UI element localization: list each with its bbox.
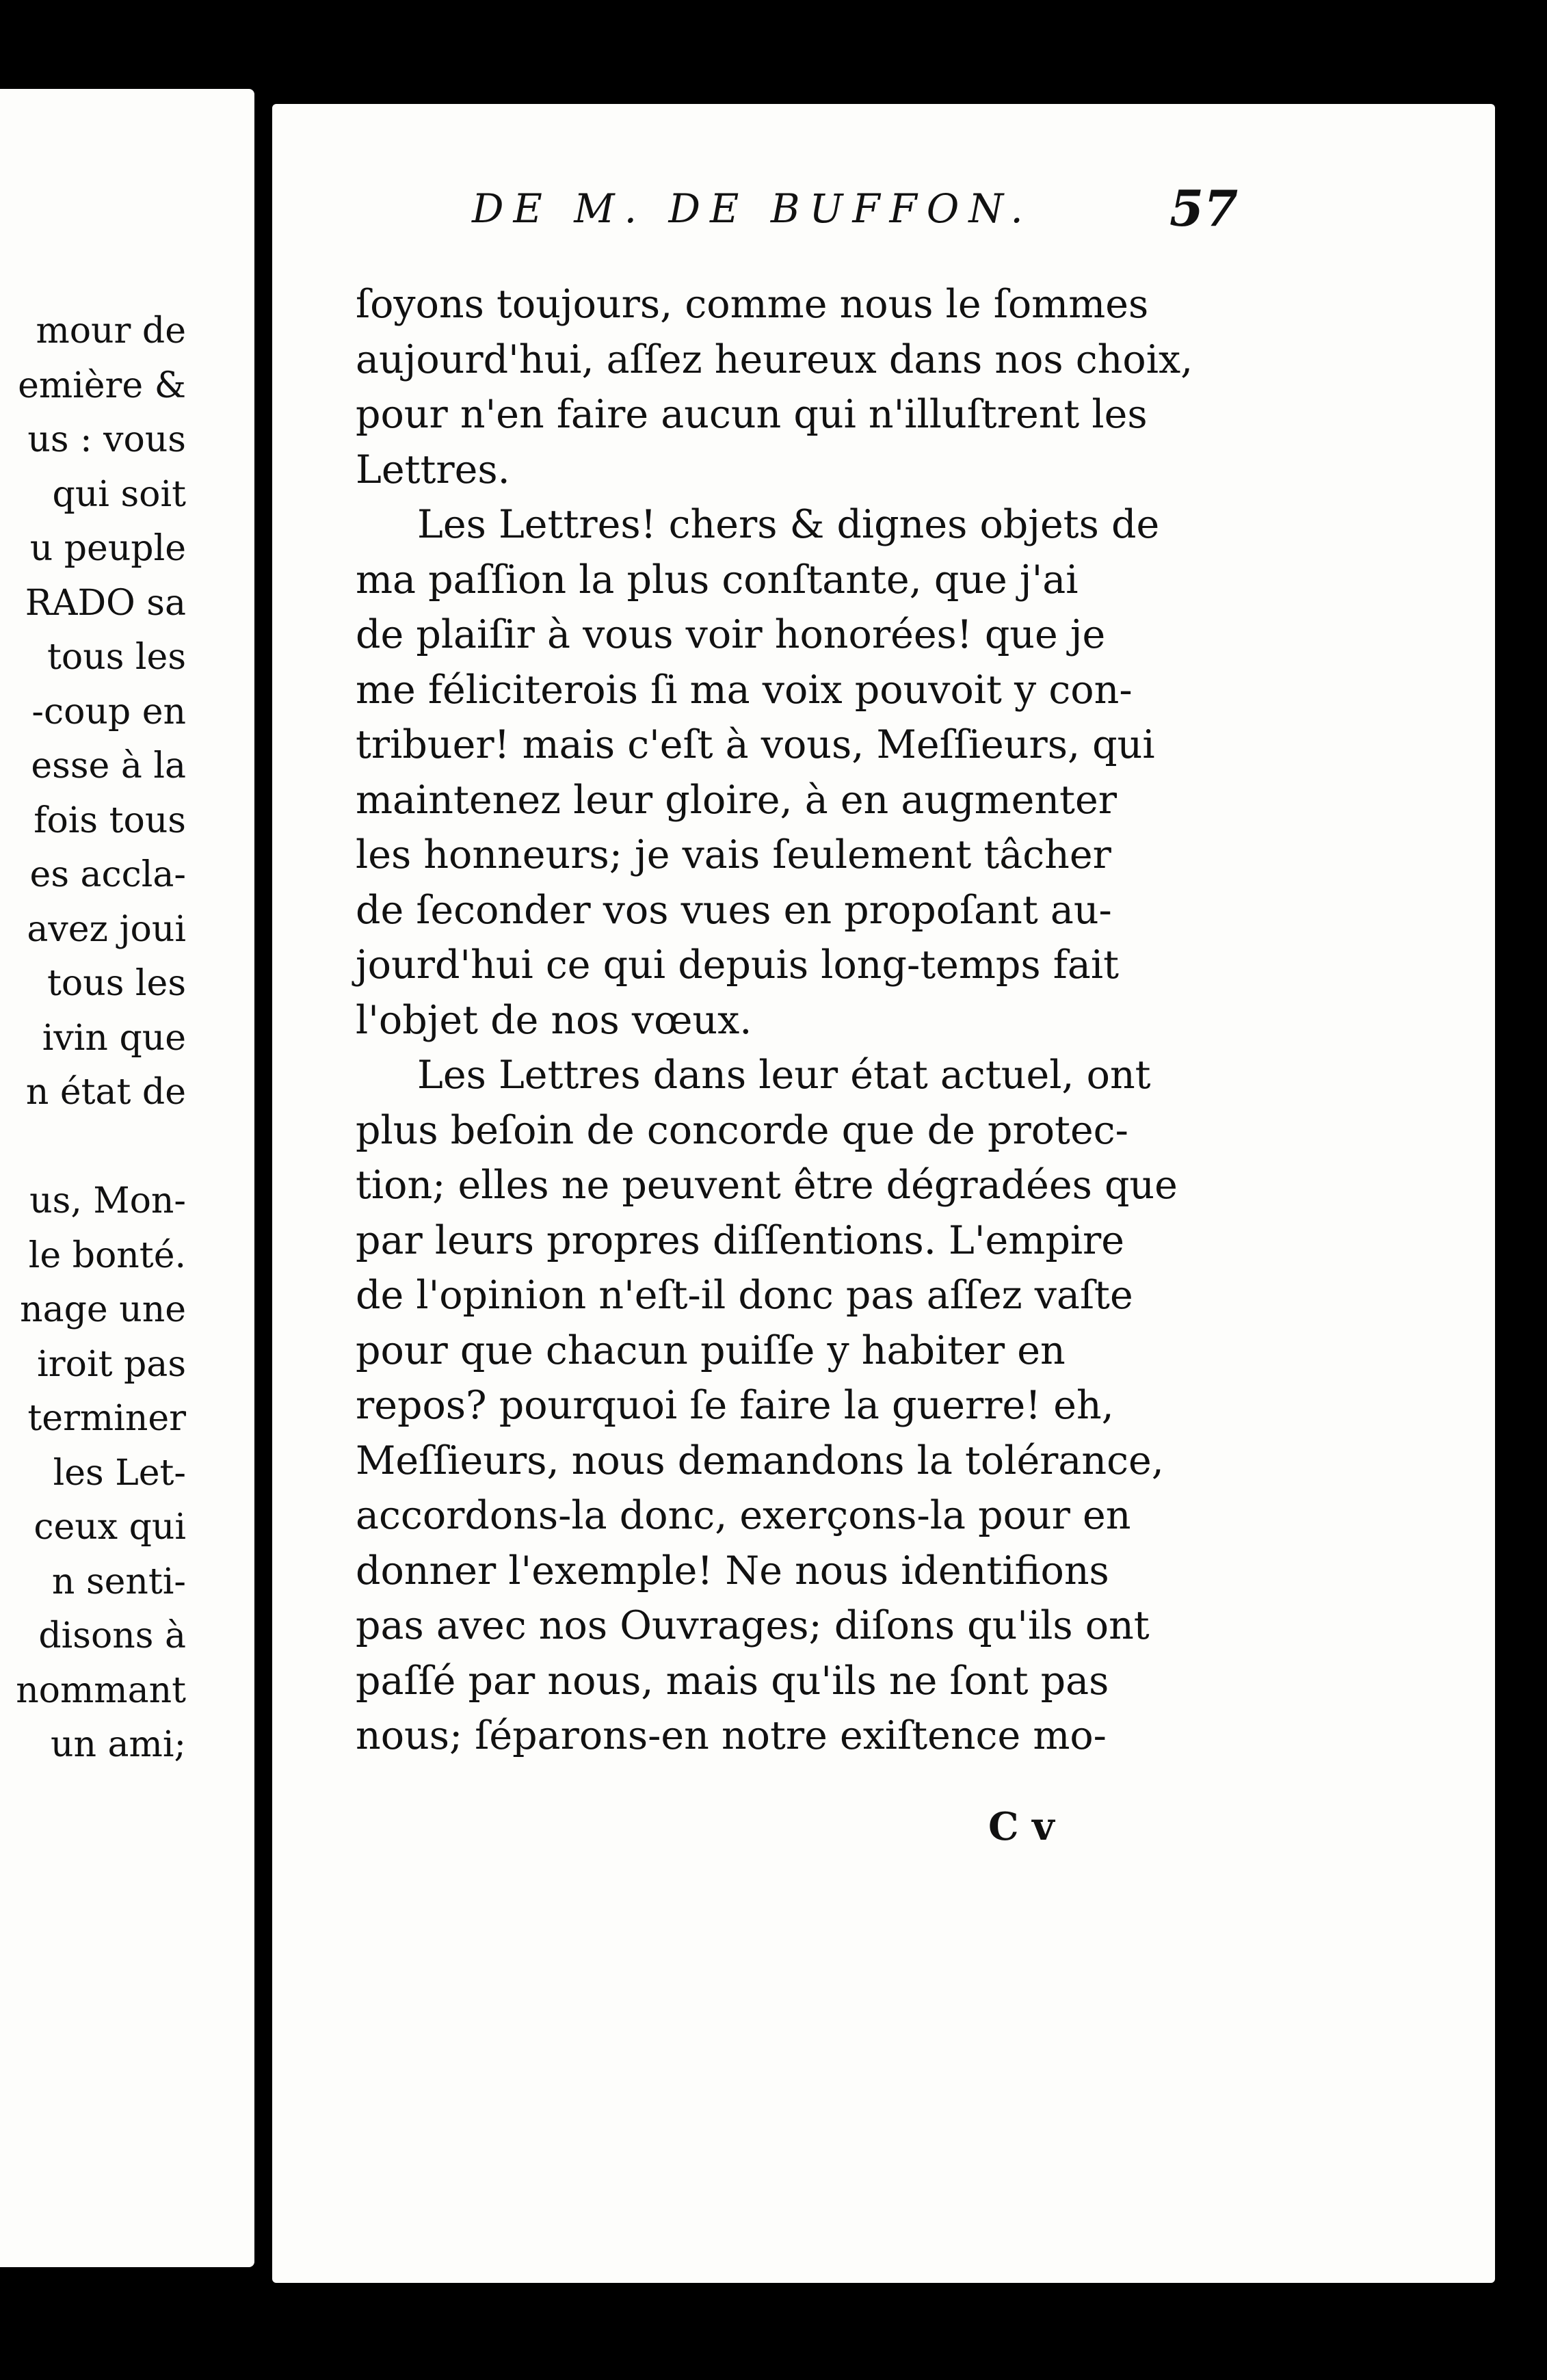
text-line: pas avec nos Ouvrages; diſons qu'ils ont xyxy=(356,1603,1150,1648)
text-line: Les Lettres! chers & dignes objets de xyxy=(417,502,1160,547)
left-text-line: u peuple xyxy=(29,528,186,569)
text-line: de l'opinion n'eſt-il donc pas aſſez vaſte xyxy=(356,1273,1133,1318)
text-line: pour que chacun puiſſe y habiter en xyxy=(356,1327,1066,1373)
left-text-line: n senti- xyxy=(51,1561,186,1602)
left-text-line: fois tous xyxy=(34,799,186,841)
text-line: par leurs propres diſſentions. L'empire xyxy=(356,1217,1125,1263)
left-page xyxy=(0,89,254,2267)
text-line: tion; elles ne peuvent être dégradées que xyxy=(356,1163,1178,1208)
left-text-line: tous les xyxy=(47,963,186,1004)
text-line: l'objet de nos vœux. xyxy=(356,997,752,1043)
text-line: donner l'exemple! Ne nous identifions xyxy=(356,1548,1109,1594)
left-text-line: tous les xyxy=(47,637,186,678)
text-line: accordons-la donc, exerçons-la pour en xyxy=(356,1493,1131,1538)
left-text-line: mour de xyxy=(36,310,186,352)
running-title: DE M. DE BUFFON. xyxy=(472,185,1033,232)
left-text-line: -coup en xyxy=(31,691,186,732)
left-text-line: ceux qui xyxy=(34,1507,186,1548)
left-text-line: esse à la xyxy=(31,745,186,786)
text-line: pour n'en faire aucun qui n'illuſtrent les xyxy=(356,392,1148,437)
left-text-line: terminer xyxy=(27,1398,186,1439)
text-line: paſſé par nous, mais qu'ils ne ſont pas xyxy=(356,1658,1109,1704)
left-text-line: n état de xyxy=(25,1072,186,1113)
left-text-line: les Let- xyxy=(53,1452,186,1494)
text-line: repos? pourquoi ſe faire la guerre! eh, xyxy=(356,1383,1114,1428)
text-line: ſoyons toujours, comme nous le ſommes xyxy=(356,282,1149,327)
left-text-line: RADO sa xyxy=(25,582,186,624)
page-number: 57 xyxy=(1169,179,1239,237)
left-text-line: ivin que xyxy=(42,1017,186,1059)
text-line: de plaiſir à vous voir honorées! que je xyxy=(356,612,1106,657)
signature-mark: C v xyxy=(988,1804,1055,1849)
left-text-line: emière & xyxy=(18,365,186,406)
body-text xyxy=(356,277,1258,1764)
text-line: les honneurs; je vais ſeulement tâcher xyxy=(356,832,1111,877)
left-text-line: le bonté. xyxy=(28,1234,186,1276)
text-line: tribuer! mais c'eſt à vous, Meſſieurs, qui xyxy=(356,722,1155,767)
left-text-line: disons à xyxy=(38,1615,186,1656)
text-line: Les Lettres dans leur état actuel, ont xyxy=(417,1053,1151,1098)
text-line: me féliciterois ſi ma voix pouvoit y con- xyxy=(356,667,1133,713)
left-text-line: iroit pas xyxy=(37,1343,186,1385)
left-text-line: un ami; xyxy=(51,1724,186,1765)
text-line: Meſſieurs, nous demandons la tolérance, xyxy=(356,1438,1164,1483)
left-text-line: nommant xyxy=(16,1669,186,1711)
text-line: aujourd'hui, aſſez heureux dans nos choix, xyxy=(356,336,1193,382)
text-line: maintenez leur gloire, à en augmenter xyxy=(356,777,1117,823)
text-line: plus beſoin de concorde que de protec- xyxy=(356,1107,1128,1153)
left-text-line: nage une xyxy=(20,1289,186,1330)
left-text-line: avez joui xyxy=(27,908,186,950)
left-text-line: us : vous xyxy=(27,419,186,460)
text-line: Lettres. xyxy=(356,447,510,492)
text-line: de ſeconder vos vues en propoſant au- xyxy=(356,887,1112,933)
left-text-line xyxy=(0,1120,186,1175)
page-header xyxy=(472,171,1293,246)
text-line: jourd'hui ce qui depuis long-temps fait xyxy=(356,942,1119,988)
left-page-text xyxy=(0,304,186,1773)
left-text-line: us, Mon- xyxy=(29,1180,186,1221)
left-text-line: es accla- xyxy=(29,854,186,895)
left-text-line: qui soit xyxy=(52,473,186,515)
text-line: nous; ſéparons-en notre exiſtence mo- xyxy=(356,1713,1107,1758)
text-line: ma paſſion la plus conſtante, que j'ai xyxy=(356,557,1079,603)
